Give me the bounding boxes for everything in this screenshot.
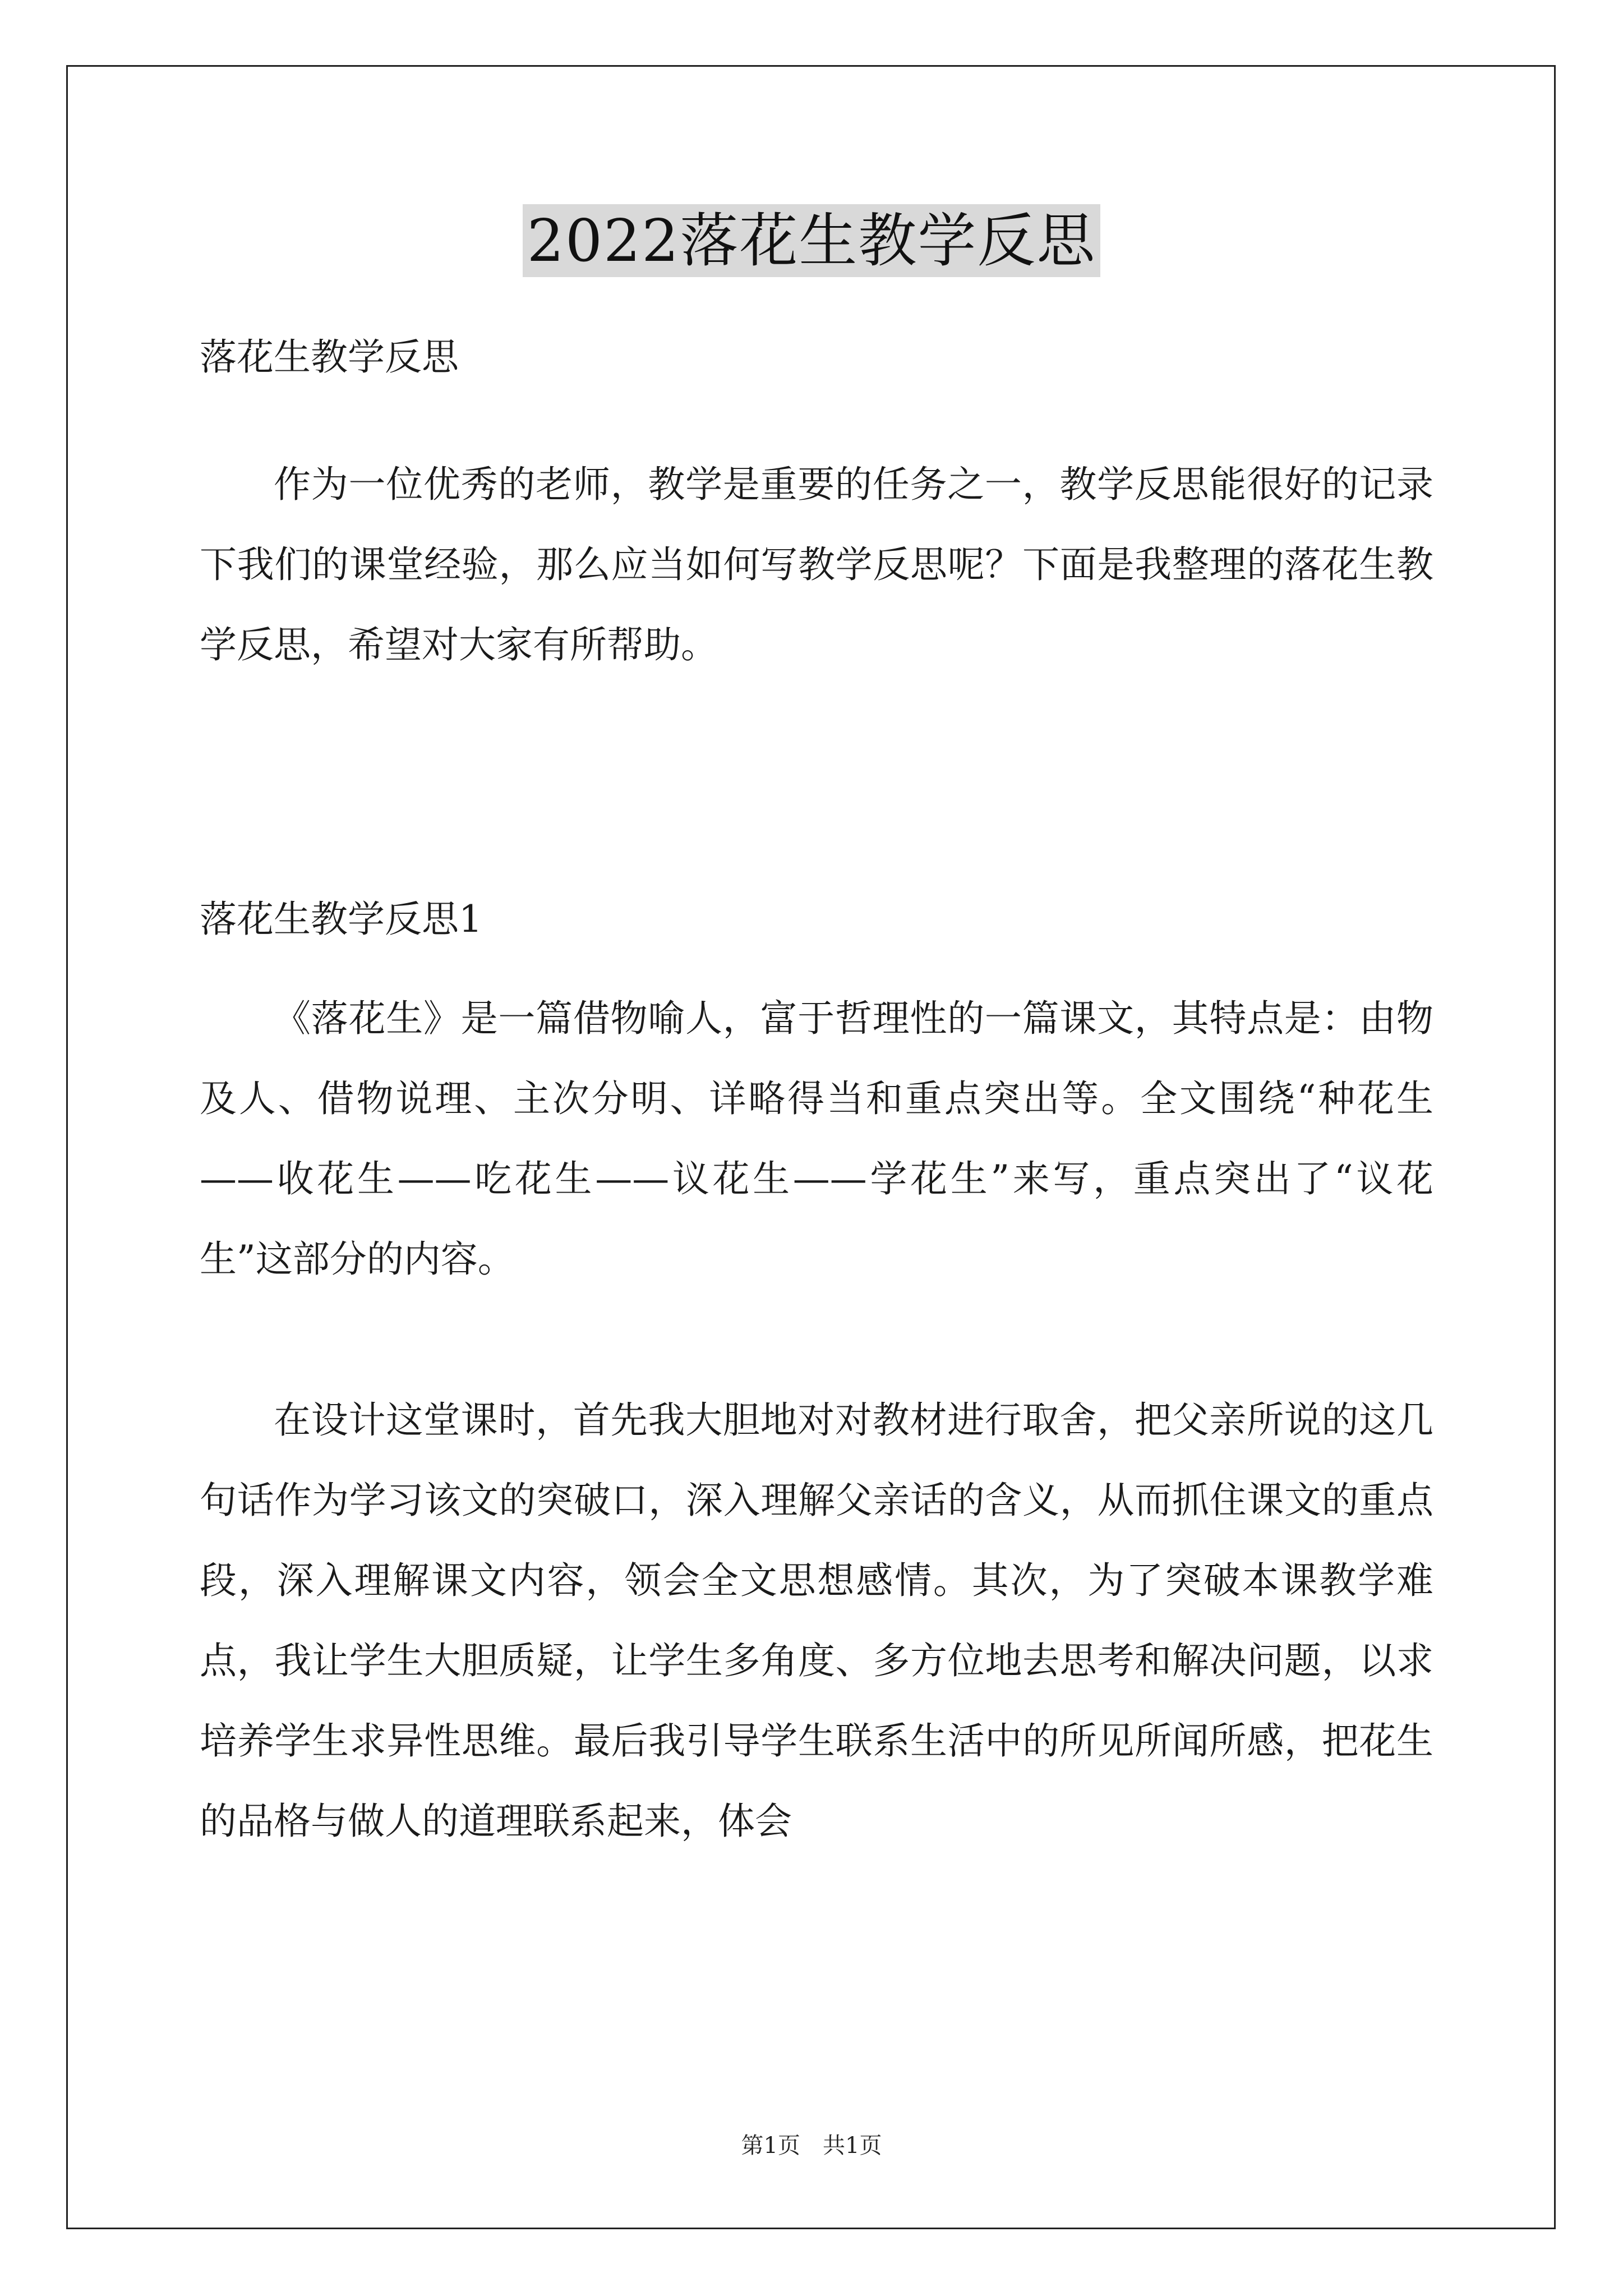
title-container bbox=[0, 204, 1623, 277]
section1-paragraph-2: 在设计这堂课时，首先我大胆地对对教材进行取舍，把父亲所说的这几句话作为学习该文的突破口，深入理解父亲话的含义，从而抓住课文的重点段，深入理解课文内容，领会全文思想感情。其次，为了突破本课教学难点，我让学生大胆质疑，让学生多角度、多方位地去思考和解决问题，以求培养学生求异性思维。最后我引导学生联系生活中的所见所闻所感，把花生的品格与做人的道理联系起来，体会 bbox=[200, 1398, 1433, 1843]
intro-heading: 落花生教学反思 bbox=[200, 335, 459, 379]
page-number: 第1页 bbox=[741, 2133, 800, 2159]
total-pages: 共1页 bbox=[823, 2133, 882, 2159]
section1-heading: 落花生教学反思1 bbox=[200, 898, 482, 941]
intro-paragraph: 作为一位优秀的老师，教学是重要的任务之一，教学反思能很好的记录下我们的课堂经验，那么应当如何写教学反思呢？下面是我整理的落花生教学反思，希望对大家有所帮助。 bbox=[200, 463, 1433, 666]
page-footer bbox=[0, 2129, 1623, 2162]
section1-paragraph-1: 《落花生》是一篇借物喻人，富于哲理性的一篇课文，其特点是：由物及人、借物说理、主次分明、详略得当和重点突出等。全文围绕“种花生——收花生——吃花生——议花生——学花生”来写，重点突出了“议花生”这部分的内容。 bbox=[200, 997, 1433, 1281]
document-title: 2022落花生教学反思 bbox=[523, 204, 1101, 277]
